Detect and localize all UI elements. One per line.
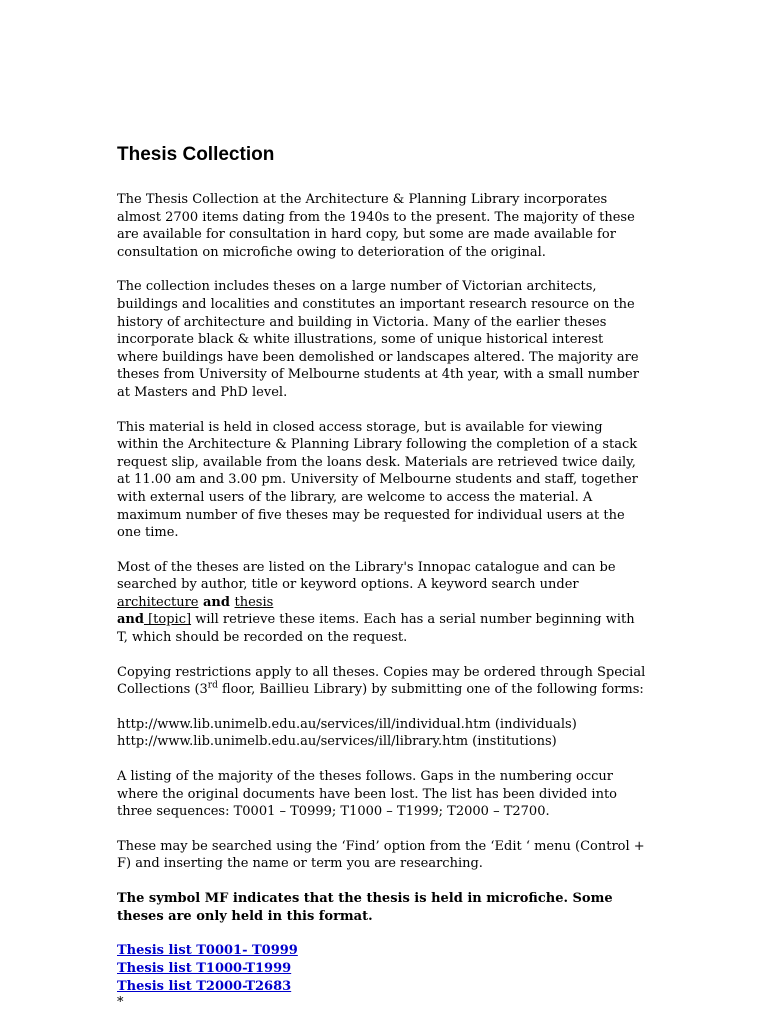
paragraph-listing: A listing of the majority of the theses follows. Gaps in the numbering occur where the original documents have been lost. The list has been divided into three sequences: T0001 – T0999; T1000 – T1999; T2000 – T2700. bbox=[117, 769, 618, 820]
footer-asterisk: * bbox=[117, 995, 124, 1011]
paragraph-copying bbox=[117, 664, 647, 699]
keyword-thesis-link[interactable]: thesis bbox=[234, 594, 274, 610]
copying-text-after: floor, Baillieu Library) by submitting one of the following forms: bbox=[217, 682, 644, 698]
catalogue-text-after: will retrieve these items. Each has a serial number beginning with T, which should be recorded on the request. bbox=[117, 612, 635, 646]
keyword-topic: [topic] bbox=[143, 612, 192, 628]
keyword-architecture-link[interactable]: architecture bbox=[117, 594, 199, 610]
copying-superscript: rd bbox=[207, 680, 218, 691]
paragraph-find: These may be searched using the ‘Find’ option from the ‘Edit ‘ menu (Control + F) and inserting the name or term you are researching. bbox=[117, 838, 645, 872]
document-page bbox=[117, 143, 647, 1010]
paragraph-urls bbox=[117, 716, 647, 751]
thesis-list-link-t0001[interactable]: Thesis list T0001- T0999 bbox=[117, 943, 298, 959]
paragraph-access: This material is held in closed access storage, but is available for viewing within the Architecture & Planning Library following the completion of a stack request slip, available from the loans desk. Materials are retrieved twice daily, at 11.00 am and 3.00 pm. University of Melbourne students and staff, together with external users of the library, are welcome to access the material. A maximum number of five theses may be requested for individual users at the one time. bbox=[117, 419, 638, 541]
paragraph-collection: The collection includes theses on a large number of Victorian architects, buildings and localities and constitutes an important research resource on the history of architecture and building in Victoria. Many of the earlier theses incorporate black & white illustrations, some of unique historical interest where buildings have been demolished or landscapes altered. The majority are theses from University of Melbourne students at 4th year, with a small number at Masters and PhD level. bbox=[117, 279, 639, 400]
catalogue-text-before: Most of the theses are listed on the Library's Innopac catalogue and can be searched by author, title or keyword options. A keyword search under bbox=[117, 559, 616, 593]
thesis-list-link-t2000[interactable]: Thesis list T2000-T2683 bbox=[117, 979, 292, 995]
page-title: Thesis Collection bbox=[117, 144, 275, 165]
paragraph-intro: The Thesis Collection at the Architecture & Planning Library incorporates almost 2700 items dating from the 1940s to the present. The majority of these are available for consultation in hard copy, but some are made available for consultation on microfiche owing to deterioration of the original. bbox=[117, 192, 635, 260]
thesis-list-links bbox=[117, 942, 647, 996]
keyword-and-1: and bbox=[198, 594, 235, 610]
copying-text-before: Copying restrictions apply to all theses. Copies may be ordered through Special Collections (3 bbox=[117, 664, 646, 698]
paragraph-microfiche-note: The symbol MF indicates that the thesis is held in microfiche. Some theses are only held in this format. bbox=[117, 891, 613, 924]
thesis-list-link-t1000[interactable]: Thesis list T1000-T1999 bbox=[117, 961, 292, 977]
url-institutions: http://www.lib.unimelb.edu.au/services/ill/library.htm (institutions) bbox=[117, 734, 557, 750]
paragraph-catalogue bbox=[117, 559, 647, 647]
keyword-and-2: and bbox=[117, 612, 144, 628]
url-individuals: http://www.lib.unimelb.edu.au/services/ill/individual.htm (individuals) bbox=[117, 716, 577, 732]
